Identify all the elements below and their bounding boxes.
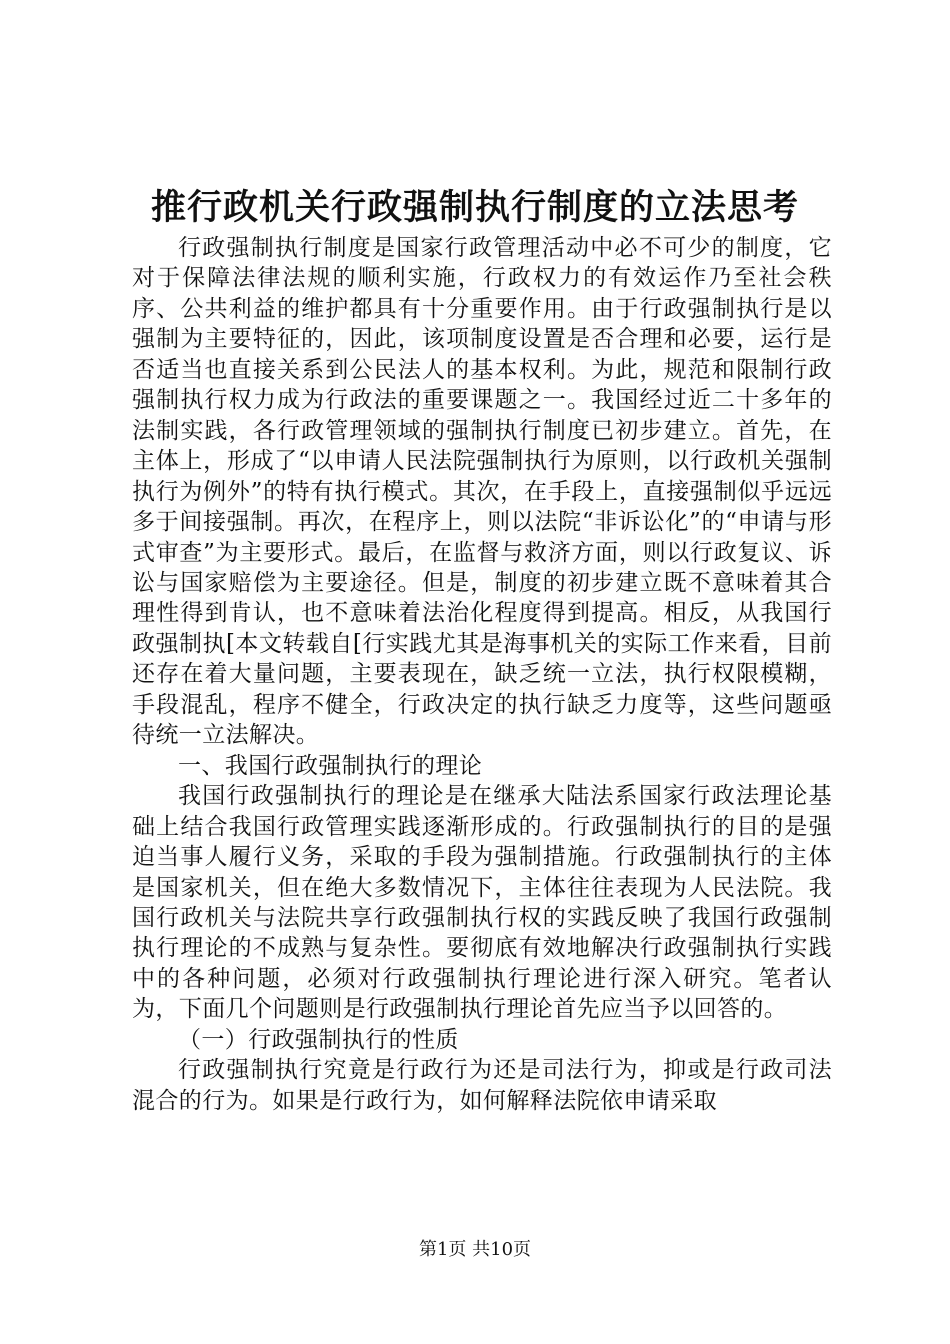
body-paragraph-intro: 行政强制执行制度是国家行政管理活动中必不可少的制度，它对于保障法律法规的顺利实施，行政权力的有效运作乃至社会秩序、公共利益的维护都具有十分重要作用。由于行政强制执行是以强制为主要特征的，因此，该项制度设置是否合理和必要，运行是否适当也直接关系到公民法人的基本权利。为此，规范和限制行政强制执行权力成为行政法的重要课题之一。我国经过近二十多年的法制实践，各行政管理领域的强制执行制度已初步建立。首先，在主体上，形成了“以申请人民法院强制执行为原则，以行政机关强制执行为例外”的特有执行模式。其次，在手段上，直接强制似乎远远多于间接强制。再次，在程序上，则以法院“非诉讼化”的“申请与形式审查”为主要形式。最后，在监督与救济方面，则以行政复议、诉讼与国家赔偿为主要途径。但是，制度的初步建立既不意味着其合理性得到肯认，也不意味着法治化程度得到提高。相反，从我国行政强制执[本文转载自[行实践尤其是海事机关的实际工作来看，目前还存在着大量问题，主要表现在，缺乏统一立法，执行权限模糊，手段混乱，程序不健全，行政决定的执行缺乏力度等，这些问题亟待统一立法解决。 [132,235,832,749]
document-body [132,233,832,1116]
document-title: 推行政机关行政强制执行制度的立法思考 [150,187,799,228]
subsection-heading-nature: （一）行政强制执行的性质 [178,1026,459,1053]
body-paragraph-nature: 行政强制执行究竟是行政行为还是司法行为，抑或是行政司法混合的行为。如果是行政行为，如何解释法院依申请采取 [132,1057,832,1114]
page-footer: 第1页 共10页 [418,1239,532,1260]
body-paragraph-theory: 我国行政强制执行的理论是在继承大陆法系国家行政法理论基础上结合我国行政管理实践逐渐形成的。行政强制执行的目的是强迫当事人履行义务，采取的手段为强制措施。行政强制执行的主体是国家机关，但在绝大多数情况下，主体往往表现为人民法院。我国行政机关与法院共享行政强制执行权的实践反映了我国行政强制执行理论的不成熟与复杂性。要彻底有效地解决行政强制执行实践中的各种问题，必须对行政强制执行理论进行深入研究。笔者认为，下面几个问题则是行政强制执行理论首先应当予以回答的。 [132,783,832,1023]
section-heading-theory: 一、我国行政强制执行的理论 [178,752,483,779]
